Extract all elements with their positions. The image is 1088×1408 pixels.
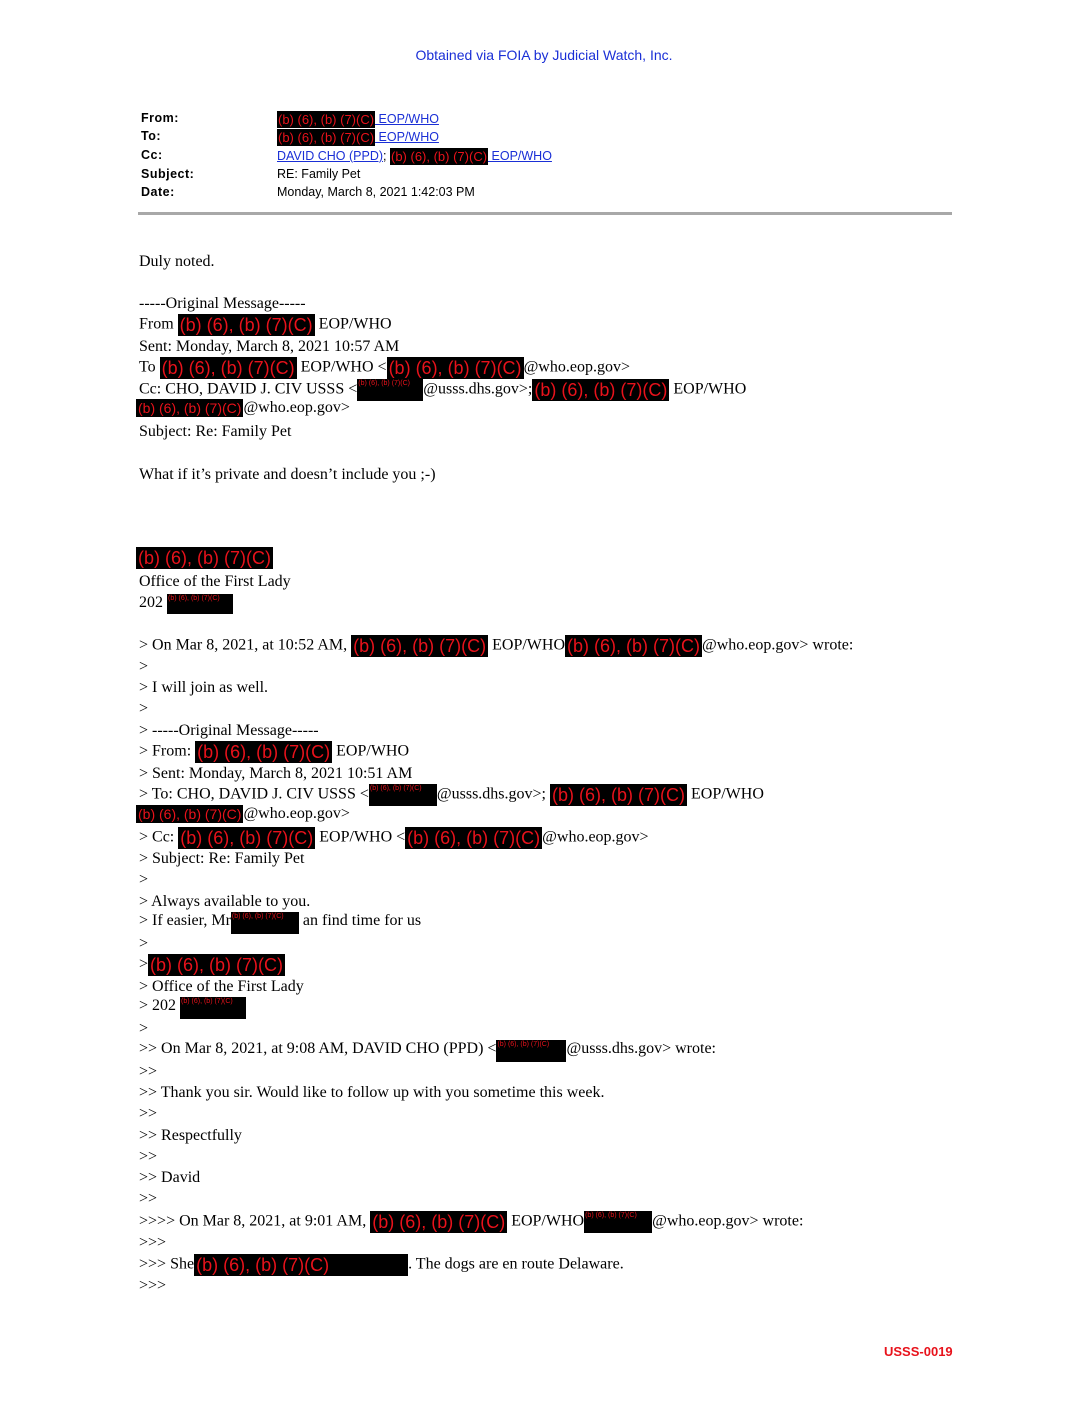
quote-line: >>	[139, 1148, 158, 1165]
quote-line: >	[139, 700, 149, 717]
redaction-box: (b) (6), (b) (7)(C)	[180, 997, 246, 1019]
redaction-box: (b) (6), (b) (7)(C)	[369, 784, 437, 806]
quote-line: > Cc: (b) (6), (b) (7)(C) EOP/WHO < (b) (6), (b) (7)(C) @who.eop.gov>	[139, 828, 649, 848]
redaction-box: (b) (6), (b) (7)(C)	[567, 636, 701, 656]
body-line: Cc: CHO, DAVID J. CIV USSS <(b) (6), (b) (7)(C) @usss.dhs.gov>; (b) (6), (b) (7)(C) EOP/WHO	[139, 380, 747, 400]
redaction-box: (b) (6), (b) (7)(C)	[584, 1211, 652, 1233]
cc-label: Cc:	[141, 148, 163, 162]
redaction-box: (b) (6), (b) (7)(C)	[179, 315, 313, 335]
signature-office: Office of the First Lady	[139, 573, 291, 590]
body-line: (b) (6), (b) (7)(C) @who.eop.gov>	[138, 399, 350, 417]
redaction-box: (b) (6), (b) (7)(C)	[534, 380, 668, 400]
foia-banner: Obtained via FOIA by Judicial Watch, Inc.	[415, 47, 673, 63]
document-page: Obtained via FOIA by Judicial Watch, Inc. From: (b) (6), (b) (7)(C) EOP/WHO To: (b) (6), (b) (7)(C) EOP/WHO Cc: DAVID CHO (PPD); (b) (6), (b) (7)(C) EOP/WHO Subject: RE: Family Pet Date: Monday, March 8, 2021 1:42:03 PM Duly noted. -----Original Message----- From (b) (6), (b) (7)(C) EOP/WHO Sent: Monday, March 8, 2021 10:57 AM To (b) (6), (b) (7)(C) EOP/WHO < (b) (6), (b) (7)(C) @who.eop.gov> Cc: CHO, DAVID J. CIV USSS <(b) (6), (b) (7)(C) @usss.dhs.gov>; (b) (6), (b) (7)(C) EOP/WHO (b) (6), (b) (7)(C) @who.eop.gov> Subject: Re: Family Pet What if it’s private and doesn’t include you ;-) (b) (6), (b) (7)(C) Office of the First Lady 202 (b) (6), (b) (7)(C) > On Mar 8, 2021, at 10:52 AM, (b) (6), (b) (7)(C) EOP/WHO (b) (6), (b) (7)(C) @who.eop.gov> wrote: > > I will join as well. > > -----Original Message----- > From: (b) (6), (b) (7)(C) EOP/WHO > Sent: Monday, March 8, 2021 10:51 AM > To: CHO, DAVID J. CIV USSS <(b) (6), (b) (7)(C) @usss.dhs.gov>; (b) (6), (b) (7)(C) EOP/WHO (b) (6), (b) (7)(C) @who.eop.gov> > Cc: (b) (6), (b) (7)(C) EOP/WHO < (b) (6), (b) (7)(C) @who.eop.gov> > Subject: Re: Family Pet > > Always available to you. > If easier, Mr(b) (6), (b) (7)(C) an find time for us > > (b) (6), (b) (7)(C) > Office of the First Lady > 202 (b) (6), (b) (7)(C) > >> On Mar 8, 2021, at 9:08 AM, DAVID CHO (PPD) <(b) (6), (b) (7)(C) @usss.dhs.gov> wrote: >> >> Thank you sir. Would like to follow up with you sometime this week. >> >> Respectfully >> >> David >> >>>> On Mar 8, 2021, at 9:01 AM, (b) (6), (b) (7)(C) EOP/WHO(b) (6), (b) (7)(C) @who.eop.gov> wrote: >>> >>> She (b) (6), (b) (7)(C) . The dogs are en route Delaware. >>> USSS-0019	[0, 0, 1088, 1408]
subject-value: RE: Family Pet	[277, 167, 361, 181]
quote-line: >	[139, 935, 149, 952]
quote-line: >>	[139, 1190, 158, 1207]
redaction-box: (b) (6), (b) (7)(C)	[357, 379, 423, 401]
signature-phone: 202 (b) (6), (b) (7)(C)	[139, 594, 233, 614]
quote-line: >> On Mar 8, 2021, at 9:08 AM, DAVID CHO (PPD) <(b) (6), (b) (7)(C) @usss.dhs.gov> wrote:	[139, 1040, 716, 1062]
body-line: Sent: Monday, March 8, 2021 10:57 AM	[139, 338, 400, 355]
redaction-box: (b) (6), (b) (7)(C)	[167, 594, 233, 614]
body-line: From (b) (6), (b) (7)(C) EOP/WHO	[139, 315, 392, 335]
redaction-box: (b) (6), (b) (7)(C)	[390, 149, 488, 164]
from-link[interactable]: EOP/WHO	[375, 111, 439, 126]
quote-line: >>	[139, 1105, 158, 1122]
quote-line: > On Mar 8, 2021, at 10:52 AM, (b) (6), (b) (7)(C) EOP/WHO (b) (6), (b) (7)(C) @who.eop.gov> wrote:	[139, 636, 854, 656]
quote-line: > Always available to you.	[139, 893, 311, 910]
quote-line: > Sent: Monday, March 8, 2021 10:51 AM	[139, 765, 413, 782]
redaction-box: (b) (6), (b) (7)(C)	[138, 806, 242, 823]
bates-number: USSS-0019	[884, 1344, 953, 1359]
redaction-box: (b) (6), (b) (7)(C)	[407, 828, 541, 848]
body-line: What if it’s private and doesn’t include you ;-)	[139, 466, 436, 483]
redaction-box: (b) (6), (b) (7)(C)	[551, 785, 685, 805]
to-link[interactable]: EOP/WHO	[375, 129, 439, 144]
date-value: Monday, March 8, 2021 1:42:03 PM	[277, 185, 475, 199]
redaction-box: (b) (6), (b) (7)(C)	[161, 358, 295, 378]
quote-line: > From: (b) (6), (b) (7)(C) EOP/WHO	[139, 742, 410, 762]
date-label: Date:	[141, 185, 175, 199]
redaction-box: (b) (6), (b) (7)(C)	[231, 912, 299, 934]
quote-line: (b) (6), (b) (7)(C) @who.eop.gov>	[138, 805, 350, 823]
body-line: Subject: Re: Family Pet	[139, 423, 292, 440]
cc-link-david-cho[interactable]: DAVID CHO (PPD)	[277, 148, 384, 163]
quote-line: >>>	[139, 1277, 167, 1294]
quote-line: > To: CHO, DAVID J. CIV USSS <(b) (6), (b) (7)(C) @usss.dhs.gov>; (b) (6), (b) (7)(C) EOP/WHO	[139, 785, 764, 805]
redaction-box: (b) (6), (b) (7)(C)	[496, 1040, 566, 1062]
body-line: To (b) (6), (b) (7)(C) EOP/WHO < (b) (6), (b) (7)(C) @who.eop.gov>	[139, 358, 630, 378]
quote-line: >> David	[139, 1169, 201, 1186]
quote-line: >>>	[139, 1234, 167, 1251]
signature-name	[136, 547, 273, 569]
redaction-box: (b) (6), (b) (7)(C)	[388, 358, 522, 378]
redaction-box: (b) (6), (b) (7)(C)	[197, 742, 331, 762]
redaction-box: (b) (6), (b) (7)(C)	[278, 112, 375, 127]
redaction-box: (b) (6), (b) (7)(C)	[194, 1254, 408, 1276]
quote-line: > Subject: Re: Family Pet	[139, 850, 305, 867]
redaction-box: (b) (6), (b) (7)(C)	[278, 130, 375, 145]
quote-line: >	[139, 658, 149, 675]
redaction-box: (b) (6), (b) (7)(C)	[138, 548, 271, 568]
quote-line: > -----Original Message-----	[139, 722, 319, 739]
quote-line: >>>> On Mar 8, 2021, at 9:01 AM, (b) (6), (b) (7)(C) EOP/WHO(b) (6), (b) (7)(C) @who.eop.gov> wrote:	[139, 1212, 804, 1232]
from-label: From:	[141, 111, 179, 125]
quote-line: > Office of the First Lady	[139, 978, 304, 995]
quote-line: >> Thank you sir. Would like to follow up with you sometime this week.	[139, 1084, 605, 1101]
quote-line: > I will join as well.	[139, 679, 269, 696]
quote-line: > (b) (6), (b) (7)(C)	[139, 955, 284, 975]
quote-line: >	[139, 1020, 149, 1037]
body-line: -----Original Message-----	[139, 295, 306, 312]
redaction-box: (b) (6), (b) (7)(C)	[353, 636, 487, 656]
cc-link-redacted[interactable]: EOP/WHO	[488, 148, 552, 163]
redaction-box: (b) (6), (b) (7)(C)	[138, 400, 242, 417]
quote-line: >>> She (b) (6), (b) (7)(C) . The dogs are en route Delaware.	[139, 1255, 624, 1275]
redaction-box: (b) (6), (b) (7)(C)	[180, 828, 314, 848]
redaction-box: (b) (6), (b) (7)(C)	[372, 1212, 506, 1232]
header-divider	[138, 212, 952, 215]
quote-line: > 202 (b) (6), (b) (7)(C)	[139, 997, 246, 1019]
body-line: Duly noted.	[139, 253, 215, 270]
to-label: To:	[141, 129, 162, 143]
quote-line: >	[139, 871, 149, 888]
quote-line: >> Respectfully	[139, 1127, 242, 1144]
quote-line: >>	[139, 1063, 158, 1080]
redaction-box: (b) (6), (b) (7)(C)	[150, 955, 284, 975]
quote-line: > If easier, Mr(b) (6), (b) (7)(C) an find time for us	[139, 912, 421, 934]
subject-label: Subject:	[141, 167, 195, 181]
